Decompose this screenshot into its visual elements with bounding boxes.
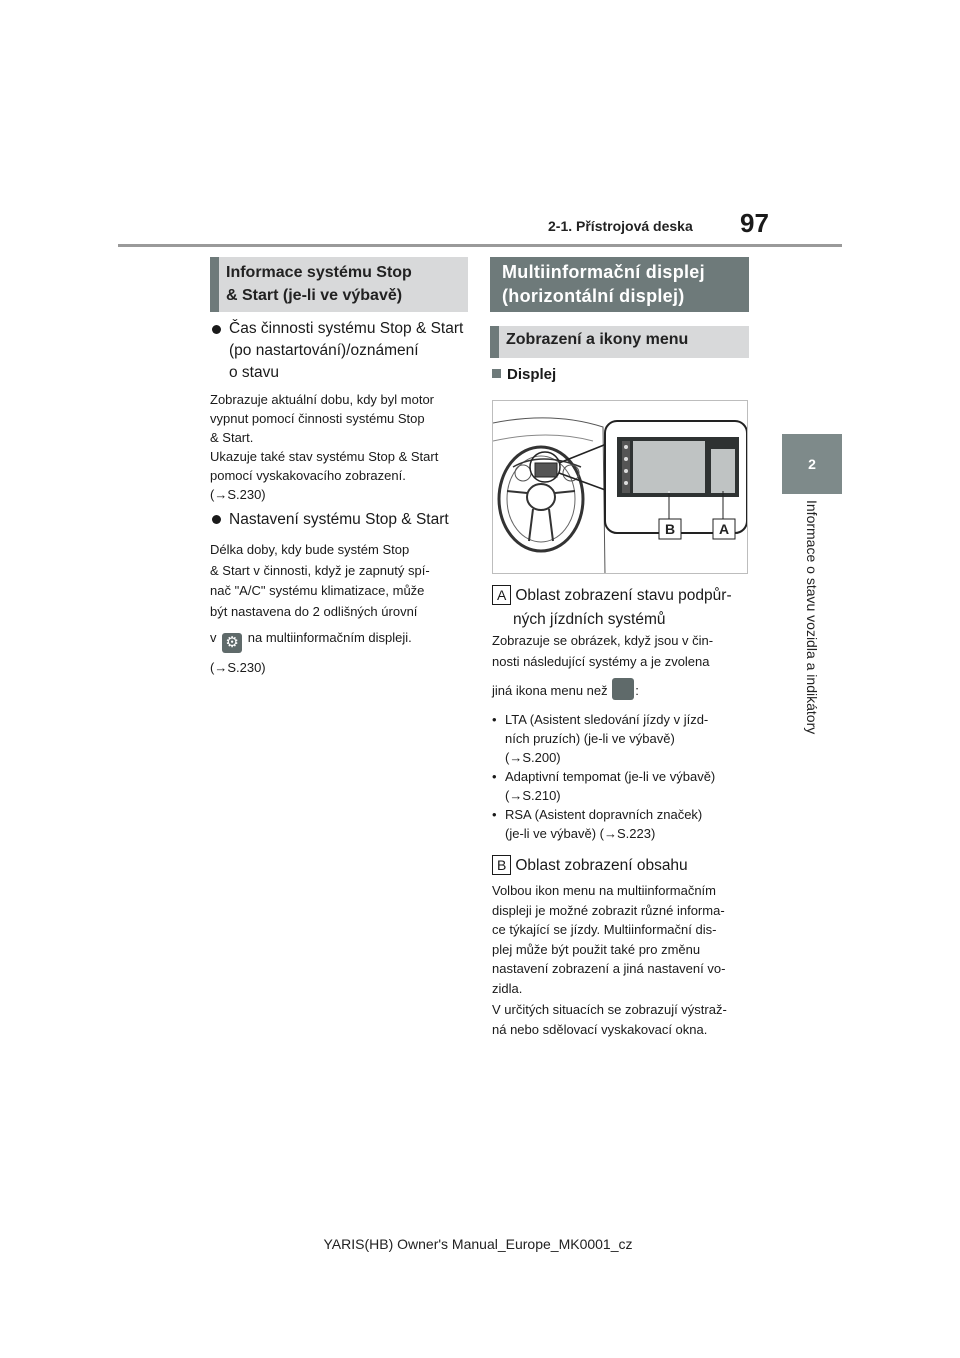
text-line: ce týkající se jízdy. Multiinformační dis-	[492, 922, 717, 937]
text-line: zidla.	[492, 980, 523, 996]
chapter-title-text: Informace o stavu vozidla a indikátory	[804, 500, 820, 735]
text-before-icon: jiná ikona menu než	[492, 683, 608, 698]
bullet-stop-start-time	[212, 318, 489, 384]
list-line: • LTA (Asistent sledování jízdy v jízd-	[505, 712, 709, 727]
driving-assist-icon	[612, 678, 634, 700]
bullet-line: Nastavení systému Stop & Start	[229, 511, 449, 528]
square-bullet-icon	[492, 369, 501, 378]
area-a-description	[492, 630, 750, 699]
text-line-with-icon	[492, 678, 750, 699]
text-line: Ukazuje také stav systému Stop & Start	[210, 449, 439, 464]
chapter-side-title	[782, 500, 842, 780]
page-reference: (→S.210)	[505, 788, 561, 803]
list-line: ních pruzích) (je-li ve výbavě)	[505, 731, 675, 746]
figure-label-a: A	[718, 521, 730, 537]
stop-start-settings-description	[210, 540, 472, 679]
page-reference: (→S.200)	[505, 750, 561, 765]
text-line: být nastavena do 2 odlišných úrovní	[210, 603, 418, 619]
text-line: nastavení zobrazení a jiná nastavení vo-	[492, 961, 726, 976]
text-line: V určitých situacích se zobrazují výstraž-	[492, 1002, 727, 1017]
heading-line: Informace systému Stop	[226, 264, 412, 281]
heading-line: Multiinformační displej	[502, 262, 705, 282]
area-b-title	[492, 854, 748, 878]
display-label	[492, 366, 556, 383]
label-a-box: A	[492, 585, 511, 605]
list-line: (je-li ve výbavě) (→S.223)	[505, 826, 656, 841]
assist-systems-list	[492, 710, 750, 843]
page-number: 97	[740, 208, 769, 238]
list-item	[492, 710, 750, 767]
text-line: plej může být použit také pro změnu	[492, 941, 701, 957]
heading-line: & Start (je-li ve výbavě)	[226, 287, 403, 304]
label-b-box: B	[492, 855, 511, 875]
text-line: & Start.	[210, 430, 254, 445]
bullet-line: (po nastartování)/oznámení	[229, 342, 419, 359]
page-reference: (→S.230)	[210, 660, 266, 675]
bullet-stop-start-settings	[212, 509, 489, 531]
chapter-number: 2	[808, 456, 816, 472]
list-item	[492, 767, 750, 805]
text-line: nač "A/C" systému klimatizace, může	[210, 583, 425, 598]
bullet-dot	[212, 515, 221, 524]
header-divider	[118, 244, 842, 247]
text-line: Zobrazuje aktuální dobu, kdy byl motor	[210, 392, 435, 407]
area-a-title-line: Oblast zobrazení stavu podpůr-	[515, 587, 732, 604]
footer-text: YARIS(HB) Owner's Manual_Europe_MK0001_cz	[323, 1236, 633, 1252]
bullet-line: o stavu	[229, 364, 279, 381]
text-line-with-icon	[210, 626, 472, 650]
chapter-tab	[782, 434, 842, 494]
text-line: pomocí vyskakovacího zobrazení.	[210, 468, 406, 483]
text-line: & Start v činnosti, když je zapnutý spí-	[210, 562, 430, 578]
area-b-title-text: Oblast zobrazení obsahu	[515, 857, 688, 874]
gear-icon: ⚙	[222, 633, 242, 653]
text-line: ná nebo sdělovací vyskakovací okna.	[492, 1021, 708, 1037]
text-line: Zobrazuje se obrázek, když jsou v čin-	[492, 633, 714, 648]
text-v: v	[210, 630, 217, 645]
section-title: 2-1. Přístrojová deska	[548, 218, 693, 234]
stop-start-heading	[210, 257, 468, 312]
text-line: vypnut pomocí činnosti systému Stop	[210, 411, 425, 426]
text-line: Délka doby, kdy bude systém Stop	[210, 542, 410, 557]
heading-line: (horizontální displej)	[502, 286, 685, 306]
list-line: • Adaptivní tempomat (je-li ve výbavě)	[505, 769, 716, 784]
list-item	[492, 805, 750, 843]
text-line: nosti následující systémy a je zvolena	[492, 654, 710, 669]
display-label-text: Displej	[507, 366, 557, 383]
multi-info-display-heading	[490, 257, 749, 312]
text-after-icon: :	[635, 683, 639, 698]
text-line: Volbou ikon menu na multiinformačním	[492, 883, 717, 898]
menu-icons-subheading: Zobrazení a ikony menu	[490, 326, 749, 358]
text-line: displeji je možné zobrazit různé informa-	[492, 902, 725, 918]
dashboard-svg	[493, 401, 748, 574]
text-after-icon: na multiinformačním displeji.	[247, 630, 412, 645]
popup-note	[492, 1000, 752, 1039]
bullet-dot	[212, 325, 221, 334]
stop-start-time-description	[210, 390, 472, 504]
list-line: • RSA (Asistent dopravních značek)	[505, 807, 703, 822]
dashboard-illustration	[492, 400, 748, 574]
area-a-title	[492, 584, 748, 632]
footer	[0, 1236, 960, 1252]
figure-label-b: B	[664, 521, 676, 537]
area-a-title-line: ných jízdních systémů	[513, 611, 666, 628]
area-b-description	[492, 881, 752, 998]
page-reference: (→S.230)	[210, 487, 266, 502]
bullet-line: Čas činnosti systému Stop & Start	[229, 320, 464, 337]
